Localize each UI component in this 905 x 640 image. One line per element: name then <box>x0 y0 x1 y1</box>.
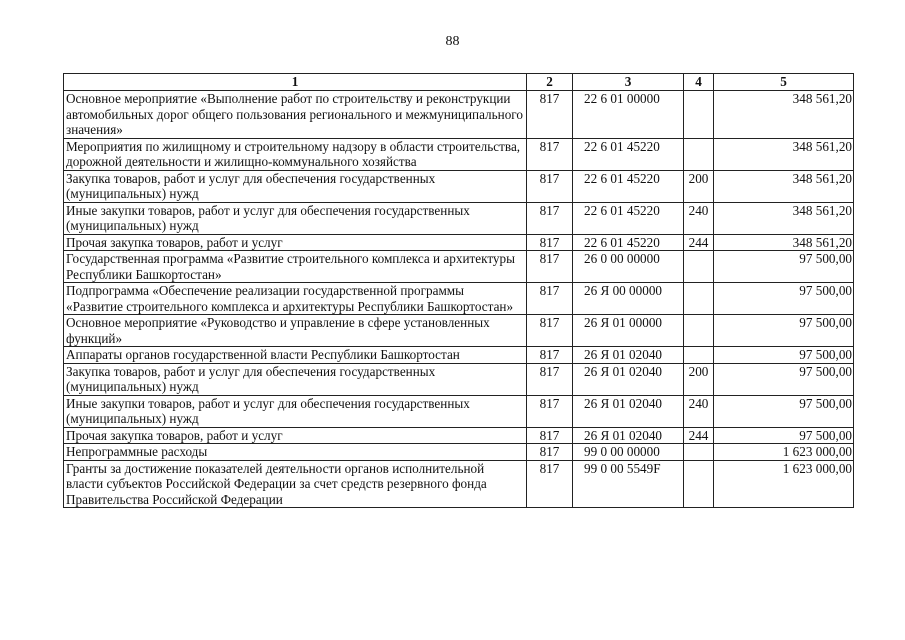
table-row <box>64 427 854 444</box>
row-code-cell: 817 <box>527 91 573 139</box>
row-vr-cell <box>684 460 714 508</box>
row-csr-cell: 99 0 00 5549F <box>573 460 684 508</box>
row-code-cell: 817 <box>527 202 573 234</box>
row-code-cell: 817 <box>527 170 573 202</box>
table-row <box>64 395 854 427</box>
row-vr-cell <box>684 138 714 170</box>
row-csr-cell: 26 Я 01 00000 <box>573 315 684 347</box>
row-csr-cell: 22 6 01 45220 <box>573 202 684 234</box>
row-name-cell: Основное мероприятие «Выполнение работ по строительству и реконструкции автомобильных дорог общего пользования регионального и межмуниципального значения» <box>64 91 527 139</box>
row-code-cell: 817 <box>527 251 573 283</box>
row-csr-cell: 26 Я 01 02040 <box>573 395 684 427</box>
row-amount-cell: 348 561,20 <box>714 138 854 170</box>
table-row <box>64 170 854 202</box>
row-csr-cell: 22 6 01 45220 <box>573 170 684 202</box>
row-code-cell: 817 <box>527 444 573 461</box>
table-row <box>64 138 854 170</box>
header-col-4: 4 <box>684 74 714 91</box>
row-csr-cell: 26 Я 01 02040 <box>573 347 684 364</box>
row-name-cell: Закупка товаров, работ и услуг для обеспечения государственных (муниципальных) нужд <box>64 363 527 395</box>
row-amount-cell: 97 500,00 <box>714 315 854 347</box>
header-col-5: 5 <box>714 74 854 91</box>
row-code-cell: 817 <box>527 460 573 508</box>
page-number: 88 <box>445 34 460 49</box>
header-col-1: 1 <box>64 74 527 91</box>
row-amount-cell: 97 500,00 <box>714 283 854 315</box>
row-code-cell: 817 <box>527 347 573 364</box>
row-csr-cell: 22 6 01 45220 <box>573 138 684 170</box>
table-row <box>64 91 854 139</box>
table-row <box>64 444 854 461</box>
row-code-cell: 817 <box>527 363 573 395</box>
header-col-2: 2 <box>527 74 573 91</box>
row-amount-cell: 348 561,20 <box>714 202 854 234</box>
row-csr-cell: 26 Я 01 02040 <box>573 363 684 395</box>
table-row <box>64 202 854 234</box>
table-row <box>64 251 854 283</box>
row-csr-cell: 22 6 01 45220 <box>573 234 684 251</box>
table-row <box>64 347 854 364</box>
row-amount-cell: 348 561,20 <box>714 170 854 202</box>
row-name-cell: Гранты за достижение показателей деятельности органов исполнительной власти субъектов Российской Федерации за счет средств резервного фонда Правительства Российской Федерации <box>64 460 527 508</box>
row-code-cell: 817 <box>527 427 573 444</box>
row-name-cell: Иные закупки товаров, работ и услуг для обеспечения государственных (муниципальных) нужд <box>64 202 527 234</box>
row-csr-cell: 26 Я 00 00000 <box>573 283 684 315</box>
row-name-cell: Непрограммные расходы <box>64 444 527 461</box>
row-code-cell: 817 <box>527 234 573 251</box>
row-amount-cell: 1 623 000,00 <box>714 444 854 461</box>
row-name-cell: Основное мероприятие «Руководство и управление в сфере установленных функций» <box>64 315 527 347</box>
table-body <box>64 91 854 508</box>
row-name-cell: Закупка товаров, работ и услуг для обеспечения государственных (муниципальных) нужд <box>64 170 527 202</box>
table-header-row <box>64 74 854 91</box>
row-vr-cell <box>684 444 714 461</box>
budget-table <box>63 73 854 508</box>
row-csr-cell: 22 6 01 00000 <box>573 91 684 139</box>
table-row <box>64 234 854 251</box>
row-name-cell: Иные закупки товаров, работ и услуг для обеспечения государственных (муниципальных) нужд <box>64 395 527 427</box>
header-col-3: 3 <box>573 74 684 91</box>
row-amount-cell: 1 623 000,00 <box>714 460 854 508</box>
row-vr-cell: 200 <box>684 363 714 395</box>
row-name-cell: Подпрограмма «Обеспечение реализации государственной программы «Развитие строительного комплекса и архитектуры Республики Башкортостан» <box>64 283 527 315</box>
row-vr-cell <box>684 91 714 139</box>
row-amount-cell: 97 500,00 <box>714 395 854 427</box>
row-amount-cell: 97 500,00 <box>714 347 854 364</box>
row-vr-cell: 244 <box>684 234 714 251</box>
row-vr-cell: 240 <box>684 395 714 427</box>
row-code-cell: 817 <box>527 138 573 170</box>
row-name-cell: Прочая закупка товаров, работ и услуг <box>64 427 527 444</box>
row-vr-cell <box>684 347 714 364</box>
row-amount-cell: 97 500,00 <box>714 427 854 444</box>
row-name-cell: Мероприятия по жилищному и строительному надзору в области строительства, дорожной деятельности и жилищно-коммунального хозяйства <box>64 138 527 170</box>
row-vr-cell: 200 <box>684 170 714 202</box>
row-name-cell: Аппараты органов государственной власти Республики Башкортостан <box>64 347 527 364</box>
row-code-cell: 817 <box>527 283 573 315</box>
row-vr-cell <box>684 315 714 347</box>
table-row <box>64 283 854 315</box>
table-row <box>64 460 854 508</box>
row-vr-cell: 244 <box>684 427 714 444</box>
row-vr-cell: 240 <box>684 202 714 234</box>
row-csr-cell: 99 0 00 00000 <box>573 444 684 461</box>
row-code-cell: 817 <box>527 395 573 427</box>
row-amount-cell: 97 500,00 <box>714 251 854 283</box>
row-name-cell: Прочая закупка товаров, работ и услуг <box>64 234 527 251</box>
row-csr-cell: 26 Я 01 02040 <box>573 427 684 444</box>
row-amount-cell: 348 561,20 <box>714 91 854 139</box>
row-amount-cell: 97 500,00 <box>714 363 854 395</box>
row-amount-cell: 348 561,20 <box>714 234 854 251</box>
row-code-cell: 817 <box>527 315 573 347</box>
table-row <box>64 363 854 395</box>
row-name-cell: Государственная программа «Развитие строительного комплекса и архитектуры Республики Башкортостан» <box>64 251 527 283</box>
row-vr-cell <box>684 283 714 315</box>
row-csr-cell: 26 0 00 00000 <box>573 251 684 283</box>
table-row <box>64 315 854 347</box>
row-vr-cell <box>684 251 714 283</box>
